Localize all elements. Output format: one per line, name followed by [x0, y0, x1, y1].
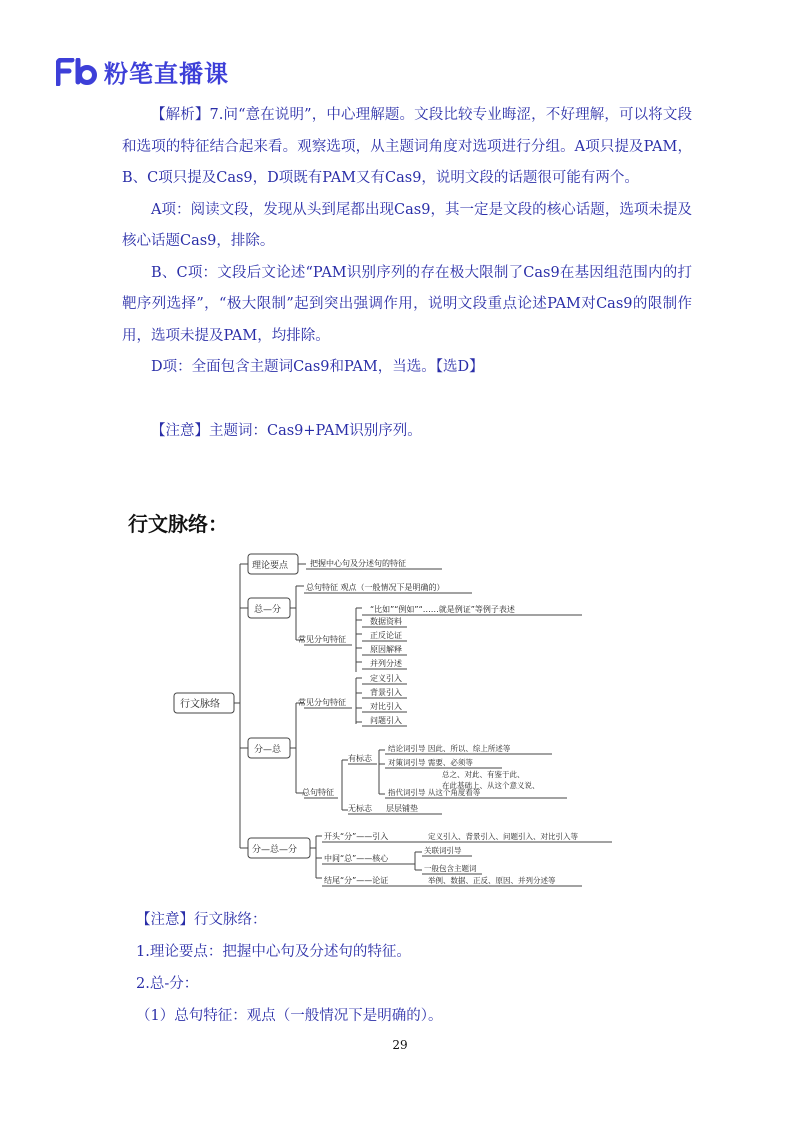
- notes-section: [136, 904, 696, 1032]
- b2-zong-feature: 总句特征 观点（一般情况下是明确的）: [306, 583, 445, 592]
- analysis-section: [122, 100, 692, 447]
- b2-item: “比如”“例如”“……就是例证”等例子表述: [370, 605, 515, 614]
- notes-title: 【注意】行文脉络：: [136, 912, 267, 928]
- branch-fen-zong-fen: 分—总—分: [252, 845, 298, 855]
- b3-fen-item: 对比引入: [370, 702, 402, 711]
- b4-ending-leaf: 举例、数据、正反、原因、并列分述等: [428, 876, 556, 885]
- b3-fen-item: 问题引入: [370, 716, 402, 725]
- b3-marked-item: 总之、对此、有鉴于此、: [442, 770, 525, 779]
- b4-opening-leaf: 定义引入、背景引入、问题引入、对比引入等: [428, 832, 578, 841]
- b3-fen-feature: 常见分句特征: [298, 698, 346, 707]
- option-bc-paragraph: B、C项：文段后文论述“PAM识别序列的存在极大限制了Cas9在基因组范围内的打靶序列选择”，“极大限制”起到突出强调作用，说明文段重点论述PAM对Cas9的限制作用，选项未提及PAM，均排除。: [122, 264, 692, 344]
- note-paragraph: 【注意】主题词：Cas9+PAM识别序列。: [151, 422, 422, 439]
- notes-item: 2.总-分：: [136, 976, 199, 992]
- theory-leaf: 把握中心句及分述句的特征: [310, 559, 406, 568]
- mindmap-root: 行文脉络: [180, 699, 220, 710]
- b3-marked-item: 指代词引导 从这个角度看等: [388, 788, 481, 797]
- b3-zong-feature: 总句特征: [302, 788, 334, 797]
- b2-item: 数据资料: [370, 617, 402, 626]
- page-number: 29: [392, 1038, 408, 1052]
- b4-middle-item: 关联词引导: [424, 846, 462, 855]
- b4-middle-item: 一般包含主题词: [424, 864, 477, 873]
- b4-opening: 开头“分”——引入: [324, 832, 389, 841]
- branch-zong-fen: 总—分: [254, 605, 282, 615]
- b3-marked-item: 对策词引导 需要、必须等: [388, 758, 473, 767]
- b3-marked: 有标志: [348, 754, 372, 763]
- notes-item: （1）总句特征：观点（一般情况下是明确的）。: [136, 1008, 443, 1024]
- section-title: 行文脉络：: [128, 512, 228, 536]
- b3-marked-item: 在此基础上、从这个意义说、: [442, 781, 540, 790]
- mindmap-diagram: [172, 548, 642, 894]
- branch-fen-zong: 分—总: [254, 745, 282, 755]
- logo-text: 粉笔直播课: [104, 60, 229, 88]
- b3-marked-item: 结论词引导 因此、所以、综上所述等: [388, 744, 511, 753]
- branch-theory: 理论要点: [252, 561, 289, 571]
- b2-item: 并列分述: [370, 659, 402, 668]
- notes-item: 1.理论要点：把握中心句及分述句的特征。: [136, 944, 411, 960]
- brand-logo: [56, 54, 229, 89]
- option-d-paragraph: D项：全面包含主题词Cas9和PAM，当选。【选D】: [151, 359, 484, 375]
- b3-unmarked-leaf: 层层铺垫: [386, 804, 418, 813]
- b4-ending: 结尾“分”——论证: [324, 876, 389, 885]
- b4-middle: 中间“总”——核心: [324, 854, 389, 863]
- b3-fen-item: 背景引入: [370, 688, 402, 697]
- b2-item: 正反论证: [370, 631, 402, 640]
- b3-unmarked: 无标志: [348, 804, 372, 813]
- fb-logo-icon: [56, 58, 98, 86]
- b2-item: 原因解释: [370, 645, 402, 654]
- b2-fen-feature: 常见分句特征: [298, 635, 346, 644]
- b3-fen-item: 定义引入: [370, 674, 402, 683]
- option-a-paragraph: A项：阅读文段，发现从头到尾都出现Cas9，其一定是文段的核心话题，选项未提及核心话题Cas9，排除。: [122, 201, 692, 249]
- analysis-paragraph: 【解析】7.问“意在说明”，中心理解题。文段比较专业晦涩，不好理解，可以将文段和选项的特征结合起来看。观察选项，从主题词角度对选项进行分组。A项只提及PAM，B、C项只提及Cas9，D项既有PAM又有Cas9，说明文段的话题很可能有两个。: [122, 107, 692, 186]
